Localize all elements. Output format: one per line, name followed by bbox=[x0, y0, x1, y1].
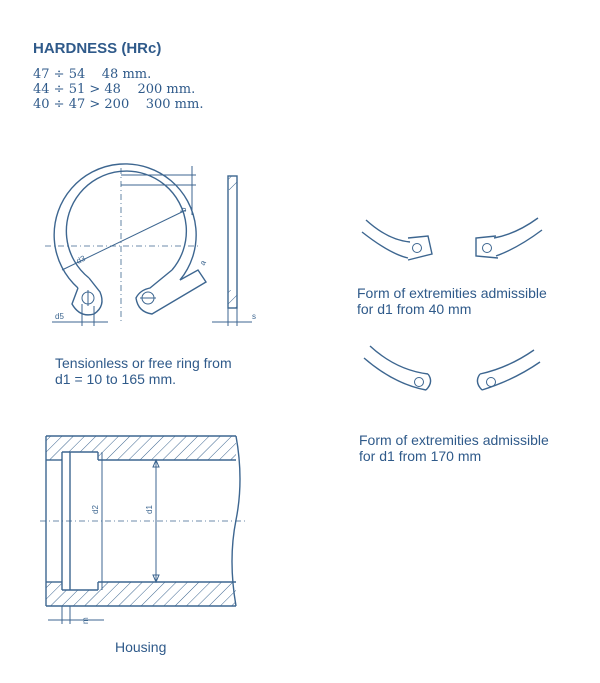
extremities-170-drawing bbox=[364, 346, 540, 390]
extremities-170-caption bbox=[359, 432, 549, 464]
ring-label-a: a bbox=[197, 258, 208, 267]
ring-label-b: b bbox=[179, 207, 188, 212]
ring-label-d5: d5 bbox=[55, 312, 64, 321]
extremities-40-caption-line2: for d1 from 40 mm bbox=[357, 301, 472, 317]
extremities-40-caption-line1: Form of extremities admissible bbox=[357, 285, 547, 301]
ring-caption-line2: d1 = 10 to 165 mm. bbox=[55, 371, 177, 387]
housing-drawing bbox=[40, 436, 246, 624]
extremities-40-drawing bbox=[362, 218, 542, 260]
extremities-170-caption-line1: Form of extremities admissible bbox=[359, 432, 549, 448]
housing-label-m: m bbox=[81, 617, 90, 624]
hardness-title: HARDNESS (HRc) bbox=[33, 40, 162, 57]
housing-caption: Housing bbox=[115, 639, 167, 655]
ring-drawing bbox=[45, 164, 256, 326]
ring-label-d3: d3 bbox=[74, 253, 87, 266]
hardness-row-3: 40 ÷ 47 > 200 300 mm. bbox=[33, 97, 204, 112]
ring-caption bbox=[55, 355, 232, 387]
extremities-170-caption-line2: for d1 from 170 mm bbox=[359, 448, 482, 464]
housing-label-d1: d1 bbox=[145, 505, 154, 514]
extremities-40-caption bbox=[357, 285, 547, 317]
ring-caption-line1: Tensionless or free ring from bbox=[55, 355, 232, 371]
hardness-row-1: 47 ÷ 54 48 mm. bbox=[33, 67, 152, 82]
ring-label-s: s bbox=[252, 312, 256, 321]
hardness-row-2: 44 ÷ 51 > 48 200 mm. bbox=[33, 82, 196, 97]
housing-label-d2: d2 bbox=[91, 505, 100, 514]
